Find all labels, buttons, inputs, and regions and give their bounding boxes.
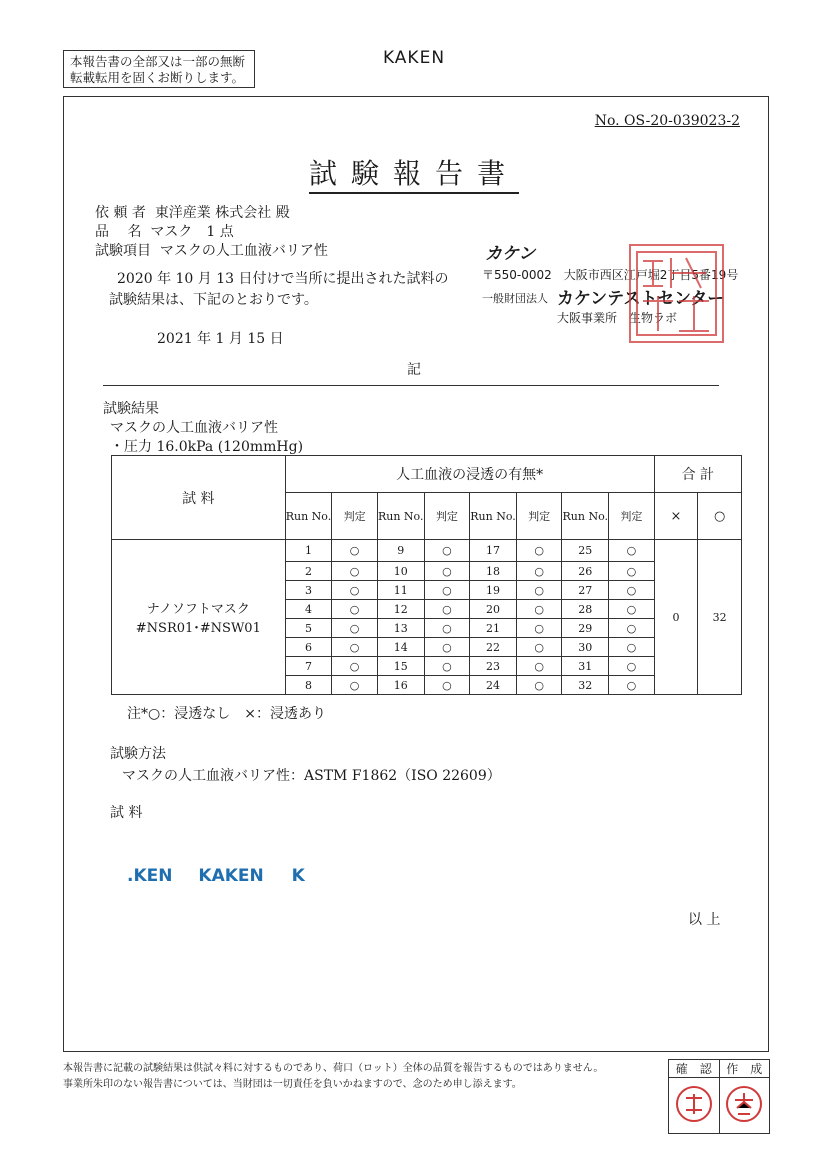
judgement-cell: ○ (609, 600, 655, 619)
judgement-cell: ○ (424, 657, 470, 676)
run-number-cell: 27 (562, 581, 609, 600)
judgement-cell: ○ (424, 619, 470, 638)
method-text: マスクの人工血液バリア性：ASTM F1862（ISO 22609） (122, 768, 501, 784)
judgement-cell: ○ (424, 581, 470, 600)
judgement-cell: ○ (516, 676, 562, 695)
method-heading: 試験方法 (110, 746, 166, 762)
item-value: マスク 1 点 (150, 224, 234, 240)
footer-note-2: 事業所朱印のない報告書については、当財団は一切責任を負いかねますので、念のため申し添えます。 (63, 1079, 522, 1090)
run-number-cell: 19 (470, 581, 517, 600)
judgement-cell: ○ (609, 657, 655, 676)
intro-line-2: 試験結果は、下記のとおりです。 (109, 292, 318, 308)
judgement-cell: ○ (609, 619, 655, 638)
judge-header: 判定 (516, 493, 562, 540)
run-number-cell: 32 (562, 676, 609, 695)
judgement-cell: ○ (424, 600, 470, 619)
client-label: 依 頼 者 (95, 205, 146, 221)
sample-code: #NSR01･#NSW01 (135, 621, 261, 636)
run-number-cell: 25 (562, 540, 609, 562)
org-address: 〒550-0002 大阪市西区江戸堀2丁目5番19号 (482, 268, 739, 282)
total-o-cell: 32 (698, 540, 742, 695)
intro-line-1: 2020 年 10 月 13 日付けで当所に提出された試料の (117, 271, 449, 287)
sample-strip-text: KAKEN (198, 866, 264, 886)
notice-line: 転載転用を固くお断りします。 (70, 70, 245, 85)
run-number-cell: 1 (285, 540, 332, 562)
org-branch: 大阪事業所 生物ラボ (557, 311, 678, 325)
table-note: 注*○：浸透なし ×：浸透あり (127, 706, 326, 722)
judgement-cell: ○ (516, 619, 562, 638)
run-number-cell: 24 (470, 676, 517, 695)
run-number-cell: 9 (377, 540, 424, 562)
table-header-row (112, 456, 742, 493)
results-table (111, 455, 742, 695)
judge-header: 判定 (332, 493, 378, 540)
run-number-cell: 30 (562, 638, 609, 657)
run-number-cell: 14 (377, 638, 424, 657)
judge-header: 判定 (424, 493, 470, 540)
run-no-header: Run No. (470, 493, 517, 540)
judgement-cell: ○ (332, 540, 378, 562)
org-type: 一般財団法人 (482, 292, 548, 305)
judgement-cell: ○ (609, 581, 655, 600)
run-number-cell: 29 (562, 619, 609, 638)
sample-heading: 試 料 (110, 805, 143, 821)
run-number-cell: 21 (470, 619, 517, 638)
total-o-header: ○ (698, 493, 742, 540)
run-number-cell: 26 (562, 562, 609, 581)
results-heading: 試験結果 (103, 401, 159, 417)
run-number-cell: 22 (470, 638, 517, 657)
results-subheading: マスクの人工血液バリア性 (110, 420, 278, 436)
run-number-cell: 8 (285, 676, 332, 695)
run-number-cell: 15 (377, 657, 424, 676)
run-no-header: Run No. (285, 493, 332, 540)
run-number-cell: 28 (562, 600, 609, 619)
judgement-cell: ○ (332, 638, 378, 657)
run-number-cell: 7 (285, 657, 332, 676)
sample-strip-text: .KEN (127, 866, 173, 886)
seal-icon (631, 246, 722, 341)
run-number-cell: 2 (285, 562, 332, 581)
judgement-cell: ○ (424, 676, 470, 695)
sample-name: ナノソフトマスク (146, 602, 250, 617)
end-mark: 以 上 (688, 912, 721, 928)
org-name: カケンテストセンター (557, 289, 725, 309)
judgement-cell: ○ (332, 619, 378, 638)
table-row (112, 540, 742, 562)
sample-name-cell (112, 540, 286, 695)
judgement-cell: ○ (332, 600, 378, 619)
total-x-header: × (654, 493, 698, 540)
run-number-cell: 17 (470, 540, 517, 562)
approval-table (668, 1059, 770, 1134)
sample-header: 試 料 (112, 456, 286, 540)
run-number-cell: 31 (562, 657, 609, 676)
judgement-cell: ○ (332, 676, 378, 695)
item-label: 品 名 (95, 224, 142, 240)
client-row (95, 202, 290, 222)
run-number-cell: 11 (377, 581, 424, 600)
judge-header: 判定 (609, 493, 655, 540)
table-body (112, 540, 742, 695)
judgement-cell: ○ (424, 562, 470, 581)
run-number-cell: 12 (377, 600, 424, 619)
judgement-cell: ○ (424, 638, 470, 657)
test-item-label: 試験項目 (95, 243, 151, 259)
run-number-cell: 5 (285, 619, 332, 638)
judgement-cell: ○ (516, 638, 562, 657)
page-title: 試験報告書 (0, 152, 828, 192)
judgement-cell: ○ (516, 600, 562, 619)
test-item-row (95, 240, 328, 260)
run-number-cell: 4 (285, 600, 332, 619)
run-no-header: Run No. (377, 493, 424, 540)
org-logo: カケン (485, 244, 536, 264)
prepare-seal-icon (724, 1084, 764, 1124)
judgement-cell: ○ (609, 540, 655, 562)
issue-date: 2021 年 1 月 15 日 (157, 331, 284, 347)
run-number-cell: 13 (377, 619, 424, 638)
run-number-cell: 10 (377, 562, 424, 581)
footer-note-1: 本報告書に記載の試験結果は供試々料に対するものであり、荷口（ロット）全体の品質を報告するものではありません。 (63, 1063, 604, 1074)
divider (103, 385, 719, 386)
judgement-cell: ○ (516, 657, 562, 676)
judgement-cell: ○ (332, 657, 378, 676)
run-number-cell: 6 (285, 638, 332, 657)
test-item-value: マスクの人工血液バリア性 (159, 243, 328, 259)
item-row (95, 221, 234, 241)
notice-line: 本報告書の全部又は一部の無断 (70, 54, 246, 69)
client-value: 東洋産業 株式会社 殿 (154, 205, 290, 221)
report-number: No. OS-20-039023-2 (594, 113, 740, 129)
prepare-label: 作 成 (719, 1060, 770, 1078)
confirm-seal-icon (674, 1084, 714, 1124)
run-number-cell: 18 (470, 562, 517, 581)
judgement-cell: ○ (332, 581, 378, 600)
run-number-cell: 16 (377, 676, 424, 695)
confirm-stamp (669, 1078, 720, 1134)
prepare-stamp (719, 1078, 770, 1134)
total-x-cell: 0 (654, 540, 698, 695)
judgement-cell: ○ (516, 581, 562, 600)
run-number-cell: 23 (470, 657, 517, 676)
confirm-label: 確 認 (669, 1060, 720, 1078)
judgement-cell: ○ (516, 540, 562, 562)
run-number-cell: 20 (470, 600, 517, 619)
run-no-header: Run No. (562, 493, 609, 540)
run-number-cell: 3 (285, 581, 332, 600)
judgement-cell: ○ (609, 638, 655, 657)
penetration-header: 人工血液の浸透の有無* (285, 456, 654, 493)
ki-mark: 記 (407, 362, 421, 378)
header-brand: KAKEN (382, 48, 446, 68)
judgement-cell: ○ (424, 540, 470, 562)
sample-label-strip (127, 866, 305, 886)
pressure-condition: ・圧力 16.0kPa (120mmHg) (110, 439, 304, 455)
judgement-cell: ○ (609, 676, 655, 695)
office-seal-stamp (629, 244, 724, 343)
judgement-cell: ○ (609, 562, 655, 581)
judgement-cell: ○ (516, 562, 562, 581)
total-header: 合 計 (654, 456, 741, 493)
sample-strip-text: K (291, 866, 305, 886)
judgement-cell: ○ (332, 562, 378, 581)
